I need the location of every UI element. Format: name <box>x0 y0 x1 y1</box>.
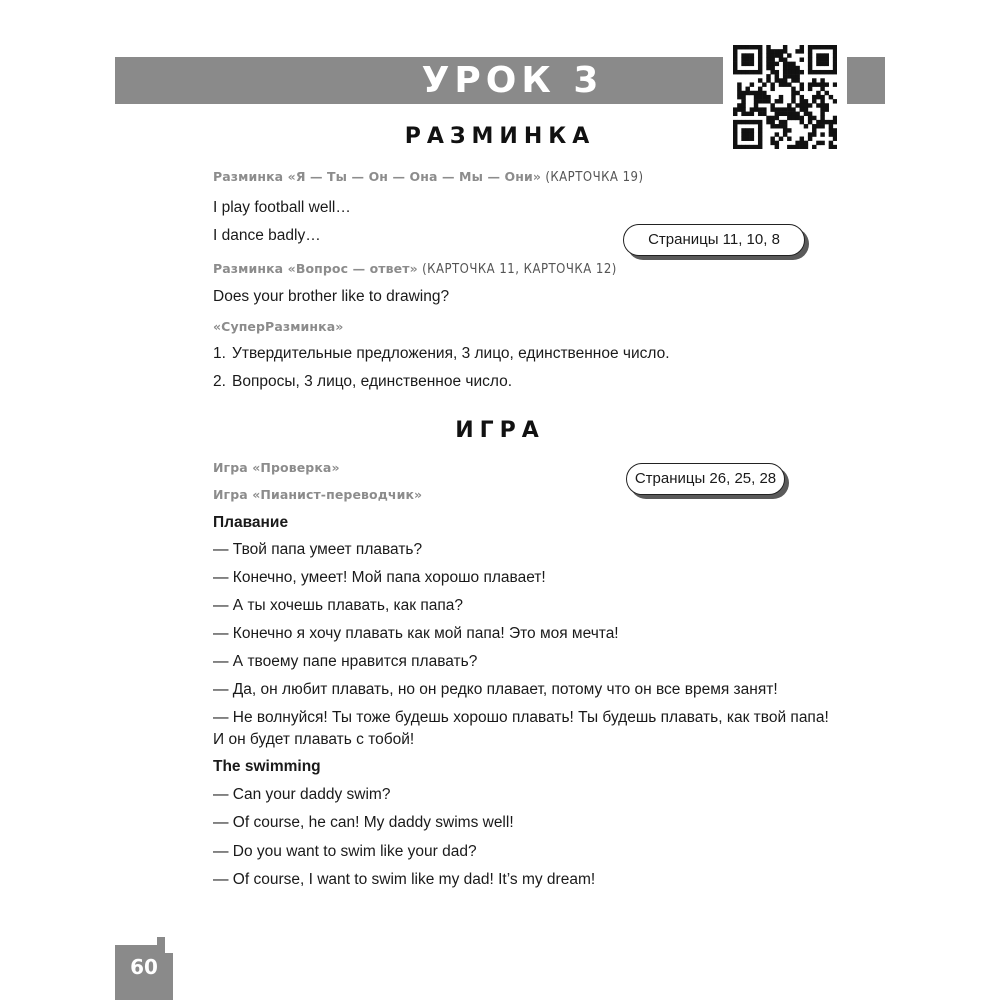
dialogue-title-en: The swimming <box>213 758 321 775</box>
dialogue-line-ru: И он будет плавать с тобой! <box>213 731 415 748</box>
game-item-2-label: Игра «Пианист-переводчик» <box>213 487 423 502</box>
dialogue-line-ru: — А ты хочешь плавать, как папа? <box>213 597 464 614</box>
list-item-text: Утвердительные предложения, 3 лицо, единственное число. <box>232 345 670 362</box>
game-item-2 <box>213 486 422 504</box>
dialogue-line-en: — Of course, he can! My daddy swims well! <box>213 814 514 831</box>
dialogue-line-ru: — Да, он любит плавать, но он редко плавает, потому что он все время занят! <box>213 681 778 698</box>
example-sentence-1: I play football well… <box>213 199 351 216</box>
page-corner-decoration <box>157 937 165 945</box>
list-item <box>213 345 670 363</box>
warmup-item-2 <box>213 260 617 278</box>
pages-pill-warmup: Страницы 11, 10, 8 <box>623 224 805 256</box>
lesson-title: УРОК 3 <box>421 60 604 101</box>
page-number: 60 <box>130 955 158 979</box>
list-item-number: 1. <box>213 345 226 362</box>
warmup-item-1-label: Разминка «Я — Ты — Он — Она — Мы — Они» <box>213 169 541 184</box>
game-heading: ИГРА <box>455 418 545 443</box>
list-item-text: Вопросы, 3 лицо, единственное число. <box>232 373 513 390</box>
game-item-1-label: Игра «Проверка» <box>213 460 340 475</box>
example-question: Does your brother like to drawing? <box>213 288 450 305</box>
list-item <box>213 373 512 391</box>
example-sentence-2: I dance badly… <box>213 227 321 244</box>
super-warmup-label <box>213 318 343 336</box>
game-item-1 <box>213 459 340 477</box>
list-item-number: 2. <box>213 373 226 390</box>
warmup-item-1-card: (КАРТОЧКА 19) <box>545 170 644 185</box>
dialogue-line-ru: — Твой папа умеет плавать? <box>213 541 423 558</box>
dialogue-line-en: — Do you want to swim like your dad? <box>213 843 477 860</box>
warmup-item-2-label: Разминка «Вопрос — ответ» <box>213 261 418 276</box>
warmup-item-1 <box>213 168 644 186</box>
dialogue-line-ru: — Не волнуйся! Ты тоже будешь хорошо плавать! Ты будешь плавать, как твой папа! <box>213 709 829 726</box>
page-corner-decoration <box>165 945 173 953</box>
dialogue-line-en: — Of course, I want to swim like my dad! It’s my dream! <box>213 871 596 888</box>
dialogue-line-en: — Can your daddy swim? <box>213 786 391 803</box>
dialogue-line-ru: — А твоему папе нравится плавать? <box>213 653 478 670</box>
super-warmup-label-text: «СуперРазминка» <box>213 319 344 334</box>
dialogue-line-ru: — Конечно я хочу плавать как мой папа! Это моя мечта! <box>213 625 619 642</box>
dialogue-title-ru: Плавание <box>213 514 289 531</box>
warmup-item-2-card: (КАРТОЧКА 11, КАРТОЧКА 12) <box>422 262 617 277</box>
pages-pill-game: Страницы 26, 25, 28 <box>626 463 785 495</box>
dialogue-line-ru: — Конечно, умеет! Мой папа хорошо плавает! <box>213 569 546 586</box>
warmup-heading: РАЗМИНКА <box>404 124 596 149</box>
